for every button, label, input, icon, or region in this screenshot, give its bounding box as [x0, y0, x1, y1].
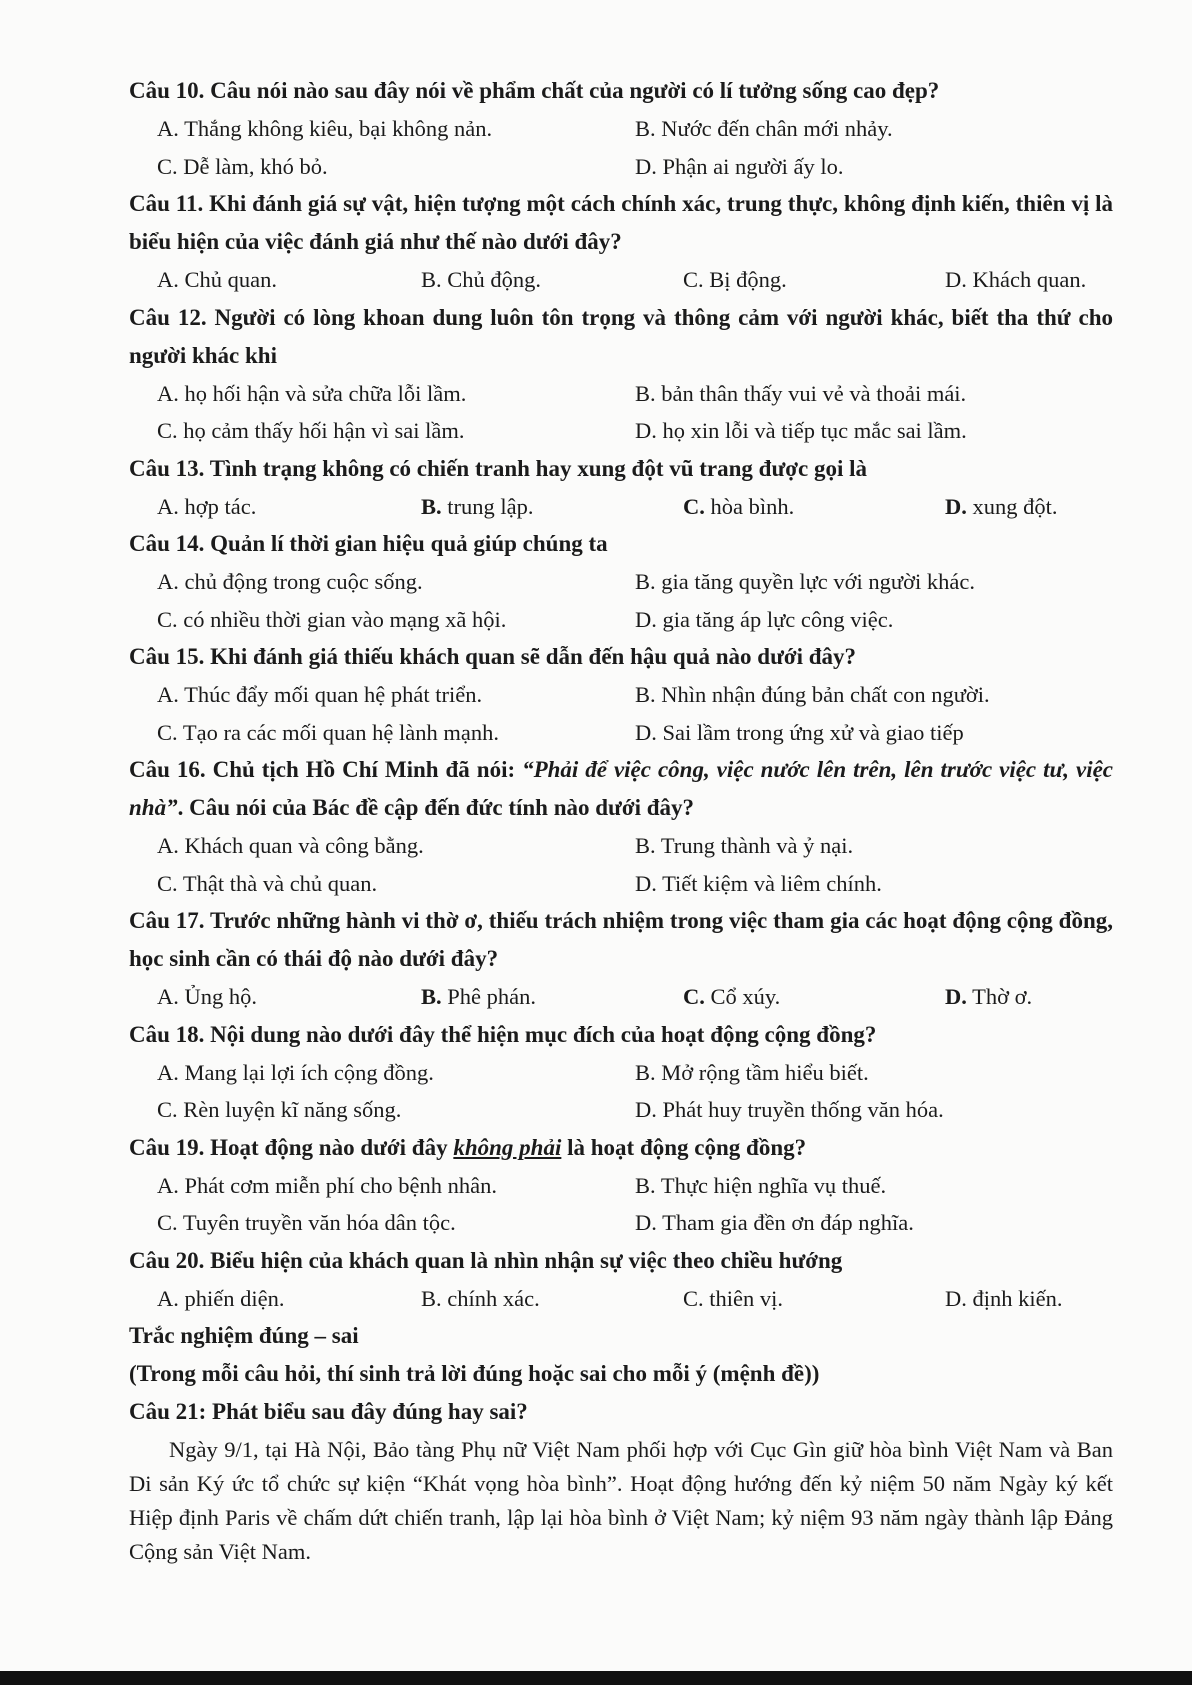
question-stem [129, 638, 1113, 676]
answer-label: C. [683, 984, 705, 1009]
answer-option[interactable] [635, 601, 1113, 639]
answer-text: Thực hiện nghĩa vụ thuế. [660, 1172, 887, 1198]
answer-text: Chủ quan. [184, 267, 277, 292]
answer-text: Rèn luyện kĩ năng sống. [183, 1097, 402, 1122]
answer-text: Sai lầm trong ứng xử và giao tiếp [662, 719, 964, 745]
question-text: Trước những hành vi thờ ơ, thiếu trách nhiệm trong việc tham gia các hoạt động cộng đồng, học sinh cần có thái độ nào dưới đây? [129, 908, 1113, 971]
answer-row [129, 601, 1113, 639]
answer-label: D. [635, 1210, 657, 1235]
answer-text: có nhiều thời gian vào mạng xã hội. [183, 606, 507, 632]
question-number: Câu 17. [129, 908, 205, 933]
answer-option[interactable] [157, 601, 635, 639]
answer-row [129, 261, 1113, 299]
answer-text: gia tăng áp lực công việc. [662, 606, 894, 632]
answer-label: A. [157, 682, 179, 707]
answer-text: hợp tác. [184, 493, 257, 519]
answer-text: Phận ai người ấy lo. [662, 153, 844, 179]
answer-text: Tạo ra các mối quan hệ lành mạnh. [182, 719, 499, 745]
answer-option[interactable] [157, 978, 421, 1016]
question-stem [129, 450, 1113, 488]
answer-label: D. [945, 1285, 967, 1311]
answer-option[interactable] [157, 1091, 635, 1129]
answer-label: B. [421, 984, 442, 1009]
answer-label: A. [157, 267, 179, 292]
answer-option[interactable] [157, 1280, 421, 1318]
question-number: Câu 11. [129, 191, 204, 216]
answer-label: B. [635, 1059, 656, 1085]
answer-row [129, 110, 1113, 148]
answer-label: A. [157, 493, 179, 519]
answer-option[interactable] [945, 261, 1113, 299]
answer-label: B. [421, 493, 442, 519]
answer-label: C. [157, 418, 178, 443]
answer-option[interactable] [157, 1204, 635, 1242]
scan-bottom-edge [0, 1671, 1192, 1685]
answer-label: D. [635, 1097, 657, 1122]
question-number: Câu 14. [129, 531, 205, 556]
answer-option[interactable] [683, 1280, 945, 1318]
answer-text: Thúc đẩy mối quan hệ phát triển. [184, 682, 483, 707]
answer-row [129, 488, 1113, 526]
question-21-passage: Ngày 9/1, tại Hà Nội, Bảo tàng Phụ nữ Việt Nam phối hợp với Cục Gìn giữ hòa bình Việt Nam và Ban Di sản Ký ức tổ chức sự kiện “Khát vọng hòa bình”. Hoạt động hướng đến kỷ niệm 50 năm Ngày ký kết Hiệp định Paris về chấm dứt chiến tranh, lập lại hòa bình ở Việt Nam; kỷ niệm 93 năm ngày thành lập Đảng Cộng sản Việt Nam. [129, 1437, 1113, 1564]
answer-label: B. [635, 380, 656, 406]
question-text: Tình trạng không có chiến tranh hay xung đột vũ trang được gọi là [209, 455, 867, 481]
answer-option[interactable] [421, 978, 683, 1016]
answer-text: Tham gia đền ơn đáp nghĩa. [662, 1210, 914, 1235]
answer-text: Phát huy truyền thống văn hóa. [662, 1097, 944, 1122]
answer-option[interactable] [635, 148, 1113, 186]
answer-text: Phát cơm miễn phí cho bệnh nhân. [184, 1172, 497, 1198]
answer-option[interactable] [157, 865, 635, 903]
answer-row [129, 412, 1113, 450]
answer-row [129, 676, 1113, 714]
answer-label: C. [683, 267, 704, 292]
answer-text: trung lập. [447, 493, 534, 519]
answer-text: Trung thành và ỷ nại. [660, 833, 854, 858]
answer-option[interactable] [635, 1167, 1113, 1205]
question-text: là hoạt động cộng đồng? [561, 1134, 807, 1160]
answer-row [129, 1167, 1113, 1205]
answer-option[interactable] [421, 488, 683, 526]
question-text: Khi đánh giá sự vật, hiện tượng một cách chính xác, trung thực, không định kiến, thiên vị là biểu hiện của việc đánh giá như thế nào dưới đây? [129, 191, 1113, 254]
answer-text: phiến diện. [184, 1285, 285, 1311]
answer-label: D. [945, 493, 967, 519]
answer-option[interactable] [157, 488, 421, 526]
answer-text: Dễ làm, khó bỏ. [183, 153, 328, 179]
answer-option[interactable] [635, 676, 1113, 714]
answer-text: Phê phán. [447, 984, 537, 1009]
answer-option[interactable] [157, 375, 635, 413]
answer-text: bản thân thấy vui vẻ và thoải mái. [661, 380, 967, 406]
answer-text: họ xin lỗi và tiếp tục mắc sai lầm. [662, 418, 967, 443]
question-text: Người có lòng khoan dung luôn tôn trọng và thông cảm với người khác, biết tha thứ cho người khác khi [129, 304, 1114, 368]
answer-option[interactable] [157, 676, 635, 714]
answer-label: A. [157, 380, 179, 406]
answer-text: chủ động trong cuộc sống. [184, 569, 423, 594]
answer-row [129, 1280, 1113, 1318]
answer-label: C. [157, 1097, 178, 1122]
answer-label: B. [635, 569, 656, 594]
answer-row [129, 827, 1113, 865]
answer-option[interactable] [945, 488, 1113, 526]
question-number: Câu 18. [129, 1021, 205, 1047]
answer-label: B. [421, 1285, 442, 1311]
answer-option[interactable] [157, 827, 635, 865]
answer-row [129, 375, 1113, 413]
answer-label: D. [635, 153, 657, 179]
question-stem [129, 525, 1113, 563]
question-text: Biểu hiện của khách quan là nhìn nhận sự việc theo chiều hướng [210, 1247, 843, 1273]
answer-text: Mang lại lợi ích cộng đồng. [184, 1059, 434, 1085]
answer-option[interactable] [683, 488, 945, 526]
answer-option[interactable] [421, 1280, 683, 1318]
question-number: Câu 10. [129, 78, 205, 103]
answer-text: chính xác. [447, 1285, 540, 1311]
question-stem [129, 902, 1113, 978]
answer-text: Thắng không kiêu, bại không nản. [184, 116, 493, 141]
answer-option[interactable] [157, 1054, 635, 1092]
answer-label: D. [945, 267, 967, 292]
answer-label: B. [635, 1172, 656, 1198]
answer-label: A. [157, 569, 179, 594]
answer-text: Tiết kiệm và liêm chính. [662, 870, 882, 896]
answer-label: A. [157, 1285, 179, 1311]
answer-option[interactable] [683, 261, 945, 299]
answer-option[interactable] [421, 261, 683, 299]
answer-option[interactable] [945, 1280, 1113, 1318]
answer-option[interactable] [157, 110, 635, 148]
answer-option[interactable] [635, 110, 1113, 148]
answer-option[interactable] [635, 827, 1113, 865]
question-number: Câu 19. [129, 1134, 205, 1160]
answer-row [129, 563, 1113, 601]
answer-label: D. [945, 984, 967, 1009]
answer-option[interactable] [635, 1091, 1113, 1129]
answer-text: Mở rộng tầm hiểu biết. [661, 1059, 869, 1085]
answer-option[interactable] [945, 978, 1113, 1016]
answer-text: Khách quan. [972, 267, 1087, 292]
answer-row [129, 1204, 1113, 1242]
question-number: Câu 15. [129, 644, 205, 669]
answer-row [129, 1091, 1113, 1129]
answer-row [129, 148, 1113, 186]
question-number: Câu 12. [129, 304, 207, 330]
answer-label: A. [157, 984, 179, 1009]
answer-label: D. [635, 870, 657, 896]
answer-row [129, 1054, 1113, 1092]
section-note: (Trong mỗi câu hỏi, thí sinh trả lời đúng hoặc sai cho mỗi ý (mệnh đề)) [129, 1361, 820, 1386]
question-stem [129, 72, 1113, 110]
answer-label: C. [683, 493, 705, 519]
answer-option[interactable] [157, 1167, 635, 1205]
answer-text: xung đột. [972, 493, 1058, 519]
answer-label: C. [157, 1210, 178, 1235]
question-stem [129, 1016, 1113, 1054]
answer-text: hòa bình. [710, 493, 795, 519]
answer-option[interactable] [635, 563, 1113, 601]
answer-text: Ủng hộ. [184, 984, 257, 1009]
answer-text: Nhìn nhận đúng bản chất con người. [661, 682, 990, 707]
question-stem [129, 1242, 1113, 1280]
answer-option[interactable] [683, 978, 945, 1016]
answer-label: C. [157, 870, 178, 896]
question-21-title: Câu 21: Phát biểu sau đây đúng hay sai? [129, 1399, 528, 1424]
question-text: Khi đánh giá thiếu khách quan sẽ dẫn đến hậu quả nào dưới đây? [210, 644, 857, 669]
answer-text: Bị động. [709, 267, 787, 292]
answer-option[interactable] [635, 1204, 1113, 1242]
answer-text: Thật thà và chủ quan. [182, 870, 378, 896]
question-number: Câu 16. [129, 757, 206, 782]
answer-option[interactable] [635, 375, 1113, 413]
answer-row [129, 714, 1113, 752]
answer-text: Thờ ơ. [972, 984, 1033, 1009]
answer-text: định kiến. [972, 1285, 1063, 1311]
answer-text: gia tăng quyền lực với người khác. [661, 569, 976, 594]
answer-text: họ cảm thấy hối hận vì sai lầm. [183, 418, 465, 443]
question-number: Câu 13. [129, 455, 205, 481]
answer-row [129, 865, 1113, 903]
answer-label: D. [635, 719, 657, 745]
answer-option[interactable] [157, 714, 635, 752]
answer-option[interactable] [157, 148, 635, 186]
answer-label: A. [157, 1059, 179, 1085]
question-list [129, 72, 1113, 1317]
question-number: Câu 20. [129, 1247, 205, 1273]
answer-label: C. [157, 153, 178, 179]
answer-text: Chủ động. [447, 267, 542, 292]
question-emphasis: không phải [453, 1134, 562, 1160]
question-stem [129, 185, 1113, 261]
answer-label: B. [421, 267, 442, 292]
question-text: Quản lí thời gian hiệu quả giúp chúng ta [210, 531, 608, 556]
answer-label: B. [635, 682, 656, 707]
answer-option[interactable] [635, 865, 1113, 903]
question-text: Hoạt động nào dưới đây [210, 1134, 454, 1160]
question-quote: “Phải để việc công, việc nước lên trên, lên trước việc tư, việc nhà” [129, 757, 1114, 820]
answer-text: Cổ xúy. [710, 984, 781, 1009]
answer-text: Khách quan và công bằng. [184, 833, 424, 858]
question-text: Câu nói nào sau đây nói về phẩm chất của người có lí tưởng sống cao đẹp? [210, 78, 940, 103]
answer-option[interactable] [635, 412, 1113, 450]
answer-label: D. [635, 606, 657, 632]
answer-option[interactable] [157, 412, 635, 450]
question-stem [129, 1129, 1113, 1167]
answer-text: họ hối hận và sửa chữa lỗi lầm. [184, 380, 467, 406]
question-text: Nội dung nào dưới đây thể hiện mục đích của hoạt động cộng đồng? [210, 1021, 877, 1047]
section-title: Trắc nghiệm đúng – sai [129, 1323, 359, 1348]
answer-label: B. [635, 116, 656, 141]
answer-option[interactable] [635, 714, 1113, 752]
answer-row [129, 978, 1113, 1016]
answer-label: C. [157, 606, 178, 632]
answer-option[interactable] [157, 261, 421, 299]
question-text: . Câu nói của Bác đề cập đến đức tính nào dưới đây? [177, 795, 695, 820]
answer-label: D. [635, 418, 657, 443]
answer-label: C. [683, 1285, 704, 1311]
answer-label: C. [157, 719, 178, 745]
question-stem [129, 299, 1113, 375]
answer-label: B. [635, 833, 656, 858]
question-stem [129, 751, 1113, 827]
answer-label: A. [157, 116, 179, 141]
answer-label: A. [157, 1172, 179, 1198]
answer-option[interactable] [157, 563, 635, 601]
answer-text: thiên vị. [709, 1285, 784, 1311]
answer-text: Nước đến chân mới nhảy. [661, 116, 893, 141]
answer-label: A. [157, 833, 179, 858]
answer-option[interactable] [635, 1054, 1113, 1092]
exam-page [129, 72, 1113, 1569]
answer-text: Tuyên truyền văn hóa dân tộc. [182, 1210, 456, 1235]
question-text: Chủ tịch Hồ Chí Minh đã nói: [212, 757, 523, 782]
